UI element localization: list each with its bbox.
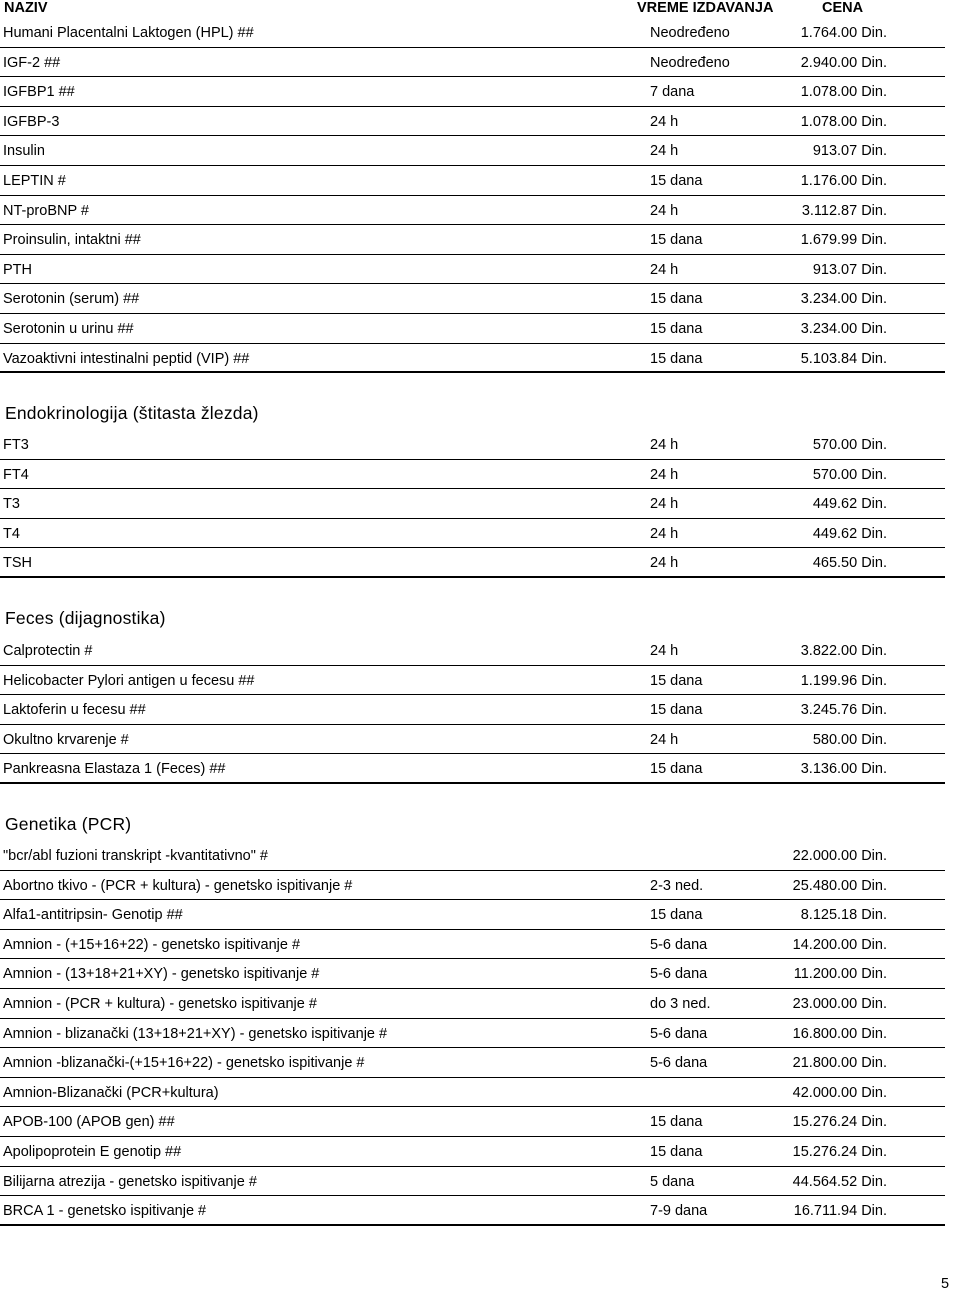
price: 1.078.00 Din. (800, 113, 887, 130)
price: 15.276.24 Din. (792, 1114, 887, 1131)
table-row (0, 1019, 945, 1049)
table-row (0, 225, 945, 255)
price: 3.136.00 Din. (800, 761, 887, 778)
table-row (0, 48, 945, 78)
test-name: FT3 (3, 437, 29, 453)
table-row (0, 430, 945, 460)
table-row (0, 519, 945, 549)
test-name: T4 (3, 525, 20, 542)
test-name: FT4 (3, 466, 29, 483)
price: 3.234.00 Din. (800, 320, 887, 337)
turnaround-time: 15 dana (650, 702, 703, 719)
table-row (0, 107, 945, 137)
test-name: Amnion -blizanački-(+15+16+22) - genetsko ispitivanje # (3, 1055, 365, 1072)
turnaround-time: 24 h (650, 525, 679, 542)
test-name: IGF-2 ## (3, 54, 61, 71)
price: 570.00 Din. (812, 466, 887, 483)
table-row (0, 460, 945, 490)
page-number: 5 (941, 1276, 950, 1292)
test-name: NT-proBNP # (3, 202, 89, 219)
turnaround-time: 15 dana (650, 1114, 703, 1131)
test-name: LEPTIN # (3, 172, 66, 189)
test-name: IGFBP-3 (3, 113, 60, 130)
price: 449.62 Din. (812, 525, 887, 542)
table-row (0, 1048, 945, 1078)
turnaround-time: 24 h (650, 555, 679, 572)
table-row (0, 284, 945, 314)
turnaround-time: 5-6 dana (650, 936, 708, 953)
table-row (0, 1196, 945, 1226)
turnaround-time: 24 h (650, 113, 679, 130)
table-row (0, 489, 945, 519)
section-title: Endokrinologija (štitasta žlezda) (5, 403, 259, 423)
table-row (0, 77, 945, 107)
turnaround-time: 7-9 dana (650, 1203, 708, 1220)
test-name: Serotonin u urinu ## (3, 320, 134, 337)
turnaround-time: 5-6 dana (650, 966, 708, 983)
turnaround-time: 2-3 ned. (650, 877, 704, 894)
test-name: Bilijarna atrezija - genetsko ispitivanje # (3, 1173, 257, 1190)
section-title: Feces (dijagnostika) (5, 608, 166, 628)
group-thyroid-rows (0, 430, 960, 578)
turnaround-time: do 3 ned. (650, 995, 711, 1012)
turnaround-time: 5 dana (650, 1173, 695, 1190)
price: 16.711.94 Din. (793, 1203, 887, 1220)
table-row (0, 695, 945, 725)
price: 23.000.00 Din. (792, 995, 887, 1012)
turnaround-time: 15 dana (650, 350, 703, 367)
turnaround-time: 15 dana (650, 232, 703, 249)
test-name: Pankreasna Elastaza 1 (Feces) ## (3, 761, 226, 778)
turnaround-time: 15 dana (650, 291, 703, 308)
turnaround-time: 15 dana (650, 1143, 703, 1160)
table-row (0, 344, 945, 374)
turnaround-time: 24 h (650, 202, 679, 219)
table-row (0, 754, 945, 784)
turnaround-time: 5-6 dana (650, 1025, 708, 1042)
price: 913.07 Din. (812, 143, 887, 160)
price: 3.822.00 Din. (800, 643, 887, 659)
price: 22.000.00 Din. (792, 848, 887, 864)
price: 2.940.00 Din. (800, 54, 887, 71)
test-name: Okultno krvarenje # (3, 731, 129, 748)
test-name: "bcr/abl fuzioni transkript -kvantitativno" # (3, 848, 268, 864)
table-row (0, 18, 945, 48)
turnaround-time: 24 h (650, 143, 679, 160)
turnaround-time: 24 h (650, 643, 679, 659)
table-row (0, 841, 945, 871)
turnaround-time: 15 dana (650, 672, 703, 689)
price: 1.679.99 Din. (800, 232, 887, 249)
test-name: APOB-100 (APOB gen) ## (3, 1114, 175, 1131)
price: 3.245.76 Din. (800, 702, 887, 719)
test-name: Serotonin (serum) ## (3, 291, 140, 308)
test-name: Amnion - (13+18+21+XY) - genetsko ispitivanje # (3, 966, 320, 983)
price: 42.000.00 Din. (792, 1084, 887, 1101)
test-name: Abortno tkivo - (PCR + kultura) - genetsko ispitivanje # (3, 877, 353, 894)
table-row (0, 548, 945, 578)
price: 570.00 Din. (812, 437, 887, 453)
group-genetics-rows (0, 841, 960, 1226)
price: 1.199.96 Din. (800, 672, 887, 689)
test-name: Laktoferin u fecesu ## (3, 702, 146, 719)
price: 465.50 Din. (812, 555, 887, 572)
test-name: Amnion-Blizanački (PCR+kultura) (3, 1084, 219, 1101)
turnaround-time: 24 h (650, 731, 679, 748)
table-row (0, 666, 945, 696)
test-name: Insulin (3, 143, 45, 160)
price: 913.07 Din. (812, 261, 887, 278)
turnaround-time: Neodređeno (650, 25, 730, 41)
table-row (0, 959, 945, 989)
price: 44.564.52 Din. (792, 1173, 887, 1190)
price: 14.200.00 Din. (792, 936, 887, 953)
turnaround-time: 7 dana (650, 84, 695, 101)
price: 21.800.00 Din. (792, 1055, 887, 1072)
table-header (0, 0, 960, 16)
test-name: Apolipoprotein E genotip ## (3, 1143, 182, 1160)
test-name: Amnion - blizanački (13+18+21+XY) - genetsko ispitivanje # (3, 1025, 388, 1042)
table-row (0, 989, 945, 1019)
header-time: VREME IZDAVANJA (637, 0, 774, 16)
price: 8.125.18 Din. (800, 907, 887, 924)
price: 1.764.00 Din. (800, 25, 887, 41)
price: 16.800.00 Din. (792, 1025, 887, 1042)
header-name: NAZIV (4, 0, 48, 16)
table-row (0, 1078, 945, 1108)
table-row (0, 314, 945, 344)
price: 5.103.84 Din. (800, 350, 887, 367)
table-row (0, 930, 945, 960)
price: 15.276.24 Din. (792, 1143, 887, 1160)
test-name: Calprotectin # (3, 643, 93, 659)
price: 11.200.00 Din. (793, 966, 887, 983)
turnaround-time: 15 dana (650, 761, 703, 778)
test-name: Humani Placentalni Laktogen (HPL) ## (3, 25, 254, 41)
table-row (0, 255, 945, 285)
table-row (0, 166, 945, 196)
turnaround-time: 15 dana (650, 907, 703, 924)
test-name: T3 (3, 496, 20, 513)
turnaround-time: 15 dana (650, 320, 703, 337)
header-price: CENA (822, 0, 864, 16)
price: 449.62 Din. (812, 496, 887, 513)
table-row (0, 871, 945, 901)
test-name: Helicobacter Pylori antigen u fecesu ## (3, 672, 255, 689)
table-row (0, 725, 945, 755)
price: 3.112.87 Din. (801, 202, 887, 219)
turnaround-time: 15 dana (650, 172, 703, 189)
turnaround-time: Neodređeno (650, 54, 730, 71)
section-title: Genetika (PCR) (5, 814, 132, 834)
turnaround-time: 24 h (650, 466, 679, 483)
table-row (0, 636, 945, 666)
turnaround-time: 24 h (650, 437, 679, 453)
test-name: Alfa1-antitripsin- Genotip ## (3, 907, 183, 924)
turnaround-time: 24 h (650, 496, 679, 513)
test-name: TSH (3, 555, 32, 572)
test-name: Amnion - (+15+16+22) - genetsko ispitivanje # (3, 936, 301, 953)
test-name: Amnion - (PCR + kultura) - genetsko ispitivanje # (3, 995, 317, 1012)
table-row (0, 1107, 945, 1137)
group-feces-rows (0, 636, 960, 784)
price: 580.00 Din. (812, 731, 887, 748)
price: 3.234.00 Din. (800, 291, 887, 308)
turnaround-time: 5-6 dana (650, 1055, 708, 1072)
test-name: IGFBP1 ## (3, 84, 75, 101)
price: 1.078.00 Din. (800, 84, 887, 101)
test-name: BRCA 1 - genetsko ispitivanje # (3, 1203, 207, 1220)
turnaround-time: 24 h (650, 261, 679, 278)
group-hormones-rows (0, 18, 960, 373)
table-row (0, 900, 945, 930)
test-name: PTH (3, 261, 32, 278)
table-row (0, 136, 945, 166)
test-name: Proinsulin, intaktni ## (3, 232, 141, 249)
table-row (0, 1137, 945, 1167)
price: 25.480.00 Din. (792, 877, 887, 894)
table-row (0, 196, 945, 226)
table-row (0, 1167, 945, 1197)
test-name: Vazoaktivni intestinalni peptid (VIP) ## (3, 350, 250, 367)
price: 1.176.00 Din. (800, 172, 887, 189)
